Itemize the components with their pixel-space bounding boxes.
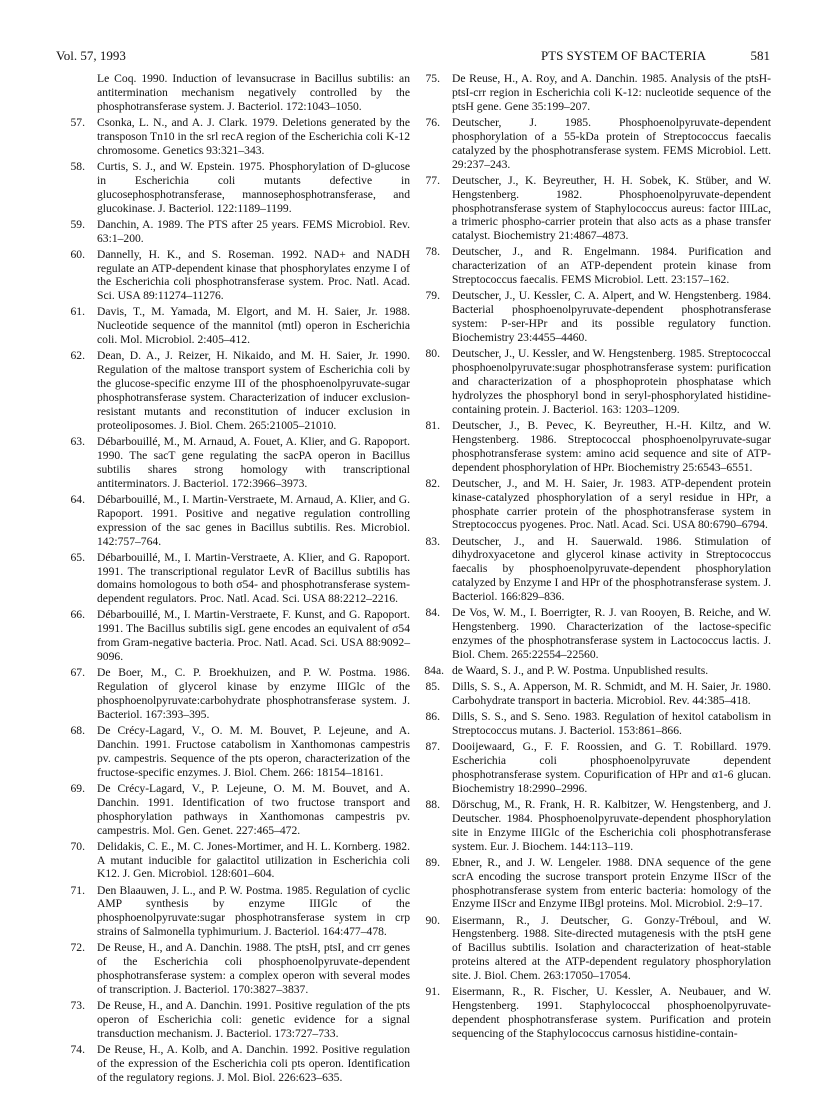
reference-number: 57. [70,115,85,129]
reference-number: 61. [70,305,85,319]
reference-entry [60,724,410,780]
reference-text: Deutscher, J., K. Beyreuther, H. H. Sobek, K. Stüber, and W. Hengstenberg. 1982. Phosphoenolpyruvate-dependent phosphotransferase system of Staphylococcus aureus: factor IIILac, a trimeric phospho-carrier protein that also acts as a phase transfer catalyst. Biochemistry 21:4867–4873. [452,173,771,243]
reference-text: Débarbouillé, M., I. Martin-Verstraete, F. Kunst, and G. Rapoport. 1991. The Bacillus subtilis sigL gene encodes an equivalent of σ54 from Gram-negative bacteria. Proc. Natl. Acad. Sci. USA 88:9092–9096. [97,608,410,664]
reference-text: Dills, S. S., and S. Seno. 1983. Regulation of hexitol catabolism in Streptococcus mutans. J. Bacteriol. 153:861–866. [452,710,771,738]
reference-text: Deutscher, J., U. Kessler, and W. Hengstenberg. 1985. Streptococcal phosphoenolpyruvate:sugar phosphotransferase system: purification and characterization of a phosphoprotein phosphatase which hydrolyzes the phosphoryl bond in seryl-phosphorylated histidine-containing protein. J. Bacteriol. 163: 1203–1209. [452,347,771,416]
reference-number: 84. [425,606,440,620]
reference-text: De Reuse, H., and A. Danchin. 1991. Positive regulation of the pts operon of Escherichia coli: genetic evidence for a signal transduction mechanism. J. Bacteriol. 173:727–733. [97,999,410,1040]
reference-text: Dooijewaard, G., F. F. Roossien, and G. T. Robillard. 1979. Escherichia coli phosphoenolpyruvate dependent phosphotransferase system. Copurification of HPr and α1-6 glucan. Biochemistry 18:2990–2996. [452,740,771,795]
reference-entry [60,999,410,1041]
reference-text: Delidakis, C. E., M. C. Jones-Mortimer, and H. L. Kornberg. 1982. A mutant inducible for galactitol utilization in Escherichia coli K12. J. Gen. Microbiol. 128:601–604. [97,839,410,881]
reference-number: 82. [425,476,440,490]
reference-entry [60,666,410,722]
reference-number: 87. [425,740,440,754]
reference-entry [415,798,771,854]
reference-entry [415,245,771,287]
reference-number: 66. [70,608,85,622]
reference-text: Débarbouillé, M., M. Arnaud, A. Fouet, A. Klier, and G. Rapoport. 1990. The sacT gene regulating the sacPA operon in Bacillus subtilis shares strong homology with transcriptional antiterminators. J. Bacteriol. 172:3966–3973. [97,434,410,490]
reference-text: Deutscher, J., U. Kessler, C. A. Alpert, and W. Hengstenberg. 1984. Bacterial phosphoenolpyruvate-dependent phosphotransferase system: P-ser-HPr and its possible regulatory function. Biochemistry 23:4455–4460. [452,289,771,345]
reference-number: 68. [70,724,85,738]
reference-text: De Reuse, H., A. Roy, and A. Danchin. 1985. Analysis of the ptsH-ptsI-crr region in Escherichia coli K-12: nucleotide sequence of the ptsH gene. Gene 35:199–207. [452,72,771,113]
reference-entry [60,884,410,940]
reference-text: De Reuse, H., A. Kolb, and A. Danchin. 1992. Positive regulation of the expression of the Escherichia coli pts operon. Identification of the regulatory regions. J. Mol. Biol. 226:623–635. [97,1043,410,1084]
reference-entry [415,72,771,114]
reference-text: Dannelly, H. K., and S. Roseman. 1992. NAD+ and NADH regulate an ATP-dependent kinase that phosphorylates enzyme I of the Escherichia coli phosphotransferase system. Proc. Natl. Acad. Sci. USA 89:11274–11276. [97,247,410,303]
reference-text: Débarbouillé, M., I. Martin-Verstraete, M. Arnaud, A. Klier, and G. Rapoport. 1991. Positive and negative regulation controlling expression of the sac genes in Bacillus subtilis. Res. Microbiol. 142:757–764. [97,492,410,548]
reference-entry [415,419,771,475]
reference-text: Dörschug, M., R. Frank, H. R. Kalbitzer, W. Hengstenberg, and J. Deutscher. 1984. Phosphoenolpyruvate-dependent phosphorylation site in Enzyme IIIGlc of the Escherichia coli phosphotransferase system. Eur. J. Biochem. 144:113–119. [452,797,771,853]
reference-entry [415,289,771,345]
reference-entry [60,248,410,304]
reference-number: 81. [425,418,440,432]
reference-text: De Boer, M., C. P. Broekhuizen, and P. W. Postma. 1986. Regulation of glycerol kinase by enzyme IIIGlc of the phosphoenolpyruvate:carbohydrate phosphotransferase system. J. Bacteriol. 167:393–395. [97,666,410,721]
volume-label: Vol. 57, 1993 [56,48,126,63]
reference-entry [60,435,410,491]
reference-entry [60,116,410,158]
reference-number: 90. [425,913,440,927]
reference-entry [60,551,410,607]
reference-entry [60,840,410,882]
reference-text: Le Coq. 1990. Induction of levansucrase in Bacillus subtilis: an antitermination mechanism negatively controlled by the phosphotransferase system. J. Bacteriol. 172:1043–1050. [97,72,410,113]
reference-text: Den Blaauwen, J. L., and P. W. Postma. 1985. Regulation of cyclic AMP synthesis by enzyme IIIGlc of the phosphoenolpyruvate:sugar phosphotransferase system in crp strains of Salmonella typhimurium. J. Bacteriol. 164:477–478. [97,883,410,939]
reference-text: Dean, D. A., J. Reizer, H. Nikaido, and M. H. Saier, Jr. 1990. Regulation of the maltose transport system of Escherichia coli by the glucose-specific enzyme III of the phosphoenolpyruvate-sugar phosphotransferase system. Characterization of inducer exclusion-resistant mutants and reconstitution of inducer exclusion in proteoliposomes. J. Biol. Chem. 265:21005–21010. [97,349,410,432]
reference-number: 69. [70,781,85,795]
reference-entry [415,914,771,984]
reference-number: 70. [70,839,85,853]
reference-entry [60,305,410,347]
reference-number: 83. [425,534,440,548]
reference-entry [60,349,410,432]
reference-entry [415,606,771,662]
reference-entry [60,493,410,549]
reference-entry [415,664,771,678]
reference-text: De Reuse, H., and A. Danchin. 1988. The ptsH, ptsI, and crr genes of the Escherichia coli phosphoenolpyruvate-dependent phosphotransferase system: a complex operon with several modes of transcription. J. Bacteriol. 170:3827–3837. [97,941,410,997]
reference-text: Eisermann, R., R. Fischer, U. Kessler, A. Neubauer, and W. Hengstenberg. 1991. Staphylococcal phosphoenolpyruvate-dependent phosphotransferase system. Purification and protein sequencing of the Staphylococcus carnosus histidine-contain- [452,985,771,1040]
reference-number: 76. [425,115,440,129]
reference-number: 71. [70,883,85,897]
right-reference-column [415,72,771,1043]
reference-number: 85. [425,680,440,694]
reference-number: 74. [70,1043,85,1057]
reference-entry [415,535,771,605]
reference-number: 78. [425,245,440,259]
page-number: 581 [750,48,770,63]
reference-number: 59. [70,217,85,231]
reference-text: Deutscher, J., B. Pevec, K. Beyreuther, H.-H. Kiltz, and W. Hengstenberg. 1986. Streptococcal phosphoenolpyruvate-sugar phosphotransferase system: amino acid sequence and site of ATP-dependent phosphorylation of HPr. Biochemistry 25:6543–6551. [452,418,771,474]
reference-entry [415,174,771,244]
reference-entry [415,680,771,708]
reference-entry [415,347,771,417]
reference-entry [415,740,771,796]
reference-number: 62. [70,349,85,363]
reference-number: 91. [425,985,440,999]
reference-number: 79. [425,289,440,303]
reference-text: De Vos, W. M., I. Boerrigter, R. J. van Rooyen, B. Reiche, and W. Hengstenberg. 1990. Characterization of the lactose-specific enzymes of the phosphotransferase system in Lactococcus lactis. J. Biol. Chem. 265:22554–22560. [452,606,771,661]
reference-text: Curtis, S. J., and W. Epstein. 1975. Phosphorylation of D-glucose in Escherichia coli mutants defective in glucosephosphotransferase, mannosephosphotransferase, and glucokinase. J. Bacteriol. 122:1189–1199. [97,159,410,215]
reference-number: 77. [425,173,440,187]
reference-text: Csonka, L. N., and A. J. Clark. 1979. Deletions generated by the transposon Tn10 in the srl recA region of the Escherichia coli K-12 chromosome. Genetics 93:321–343. [97,115,410,157]
reference-entry [60,941,410,997]
reference-entry [60,218,410,246]
left-reference-column [60,72,410,1087]
reference-text: de Waard, S. J., and P. W. Postma. Unpublished results. [452,664,709,678]
page-header [56,48,770,68]
reference-entry [415,477,771,533]
reference-number: 88. [425,797,440,811]
reference-entry [415,710,771,738]
reference-text: Deutscher, J., and H. Sauerwald. 1986. Stimulation of dihydroxyacetone and glycerol kinase activity in Streptococcus faecalis by phosphoenolpyruvate-dependent phosphorylation catalyzed by Enzyme I and HPr of the phosphotransferase system. J. Bacteriol. 166:829–836. [452,534,771,604]
reference-text: Deutscher, J. 1985. Phosphoenolpyruvate-dependent phosphorylation of a 55-kDa protein of Streptococcus faecalis catalyzed by the phosphotransferase system. FEMS Microbiol. Lett. 29:237–243. [452,115,771,171]
reference-number: 73. [70,999,85,1013]
reference-entry [60,782,410,838]
reference-number: 86. [425,710,440,724]
reference-entry [415,985,771,1041]
reference-text: Danchin, A. 1989. The PTS after 25 years. FEMS Microbiol. Rev. 63:1–200. [97,217,410,245]
reference-text: Débarbouillé, M., I. Martin-Verstraete, A. Klier, and G. Rapoport. 1991. The transcriptional regulator LevR of Bacillus subtilis has domains homologous to both σ54- and phosphotransferase system-dependent regulators. Proc. Natl. Acad. Sci. USA 88:2212–2216. [97,550,410,606]
reference-text: Eisermann, R., J. Deutscher, G. Gonzy-Tréboul, and W. Hengstenberg. 1988. Site-directed mutagenesis with the ptsH gene of Bacillus subtilis. Isolation and characterization of heat-stable proteins altered at the ATP-dependent regulatory phosphorylation site. J. Biol. Chem. 263:17050–17054. [452,913,771,983]
reference-entry [415,856,771,912]
reference-number: 75. [425,72,440,85]
reference-number: 72. [70,941,85,955]
reference-number: 67. [70,666,85,680]
reference-number: 65. [70,550,85,564]
reference-text: De Crécy-Lagard, V., P. Lejeune, O. M. M. Bouvet, and A. Danchin. 1991. Identification of two fructose transport and phosphorylation pathways in Xanthomonas campestris pv. campestris. Mol. Gen. Genet. 227:465–472. [97,781,410,837]
reference-text: De Crécy-Lagard, V., O. M. M. Bouvet, P. Lejeune, and A. Danchin. 1991. Fructose catabolism in Xanthomonas campestris pv. campestris. Sequence of the pts operon, characterization of the fructose-specific enzymes. J. Biol. Chem. 266: 18154–18161. [97,724,410,779]
reference-number: 60. [70,247,85,261]
reference-number: 80. [425,347,440,361]
reference-text: Ebner, R., and J. W. Lengeler. 1988. DNA sequence of the gene scrA encoding the sucrose transport protein Enzyme IIScr of the phosphotransferase system from enteric bacteria: homology of the Enzyme IIScr and Enzyme IIBgl proteins. Mol. Microbiol. 2:9–17. [452,855,771,911]
running-title: PTS SYSTEM OF BACTERIA [540,48,706,63]
reference-entry [415,116,771,172]
reference-text: Deutscher, J., and R. Engelmann. 1984. Purification and characterization of an ATP-dependent protein kinase from Streptococcus faecalis. FEMS Microbiol. Lett. 23:157–162. [452,245,771,287]
reference-entry [60,1043,410,1085]
reference-entry [60,608,410,664]
reference-number: 58. [70,159,85,173]
reference-number: 63. [70,434,85,448]
reference-text: Davis, T., M. Yamada, M. Elgort, and M. H. Saier, Jr. 1988. Nucleotide sequence of the mannitol (mtl) operon in Escherichia coli. Mol. Microbiol. 2:405–412. [97,305,410,347]
reference-entry [60,160,410,216]
reference-text: Deutscher, J., and M. H. Saier, Jr. 1983. ATP-dependent protein kinase-catalyzed phosphorylation of a seryl residue in HPr, a phosphate carrier protein of the phosphotransferase system in Streptococcus pyogenes. Proc. Natl. Acad. Sci. USA 80:6790–6794. [452,476,771,532]
reference-number: 89. [425,855,440,869]
reference-number: 64. [70,492,85,506]
reference-text: Dills, S. S., A. Apperson, M. R. Schmidt, and M. H. Saier, Jr. 1980. Carbohydrate transport in bacteria. Microbiol. Rev. 44:385–418. [452,680,771,708]
reference-number: 84a. [424,664,444,678]
reference-entry [60,72,410,114]
